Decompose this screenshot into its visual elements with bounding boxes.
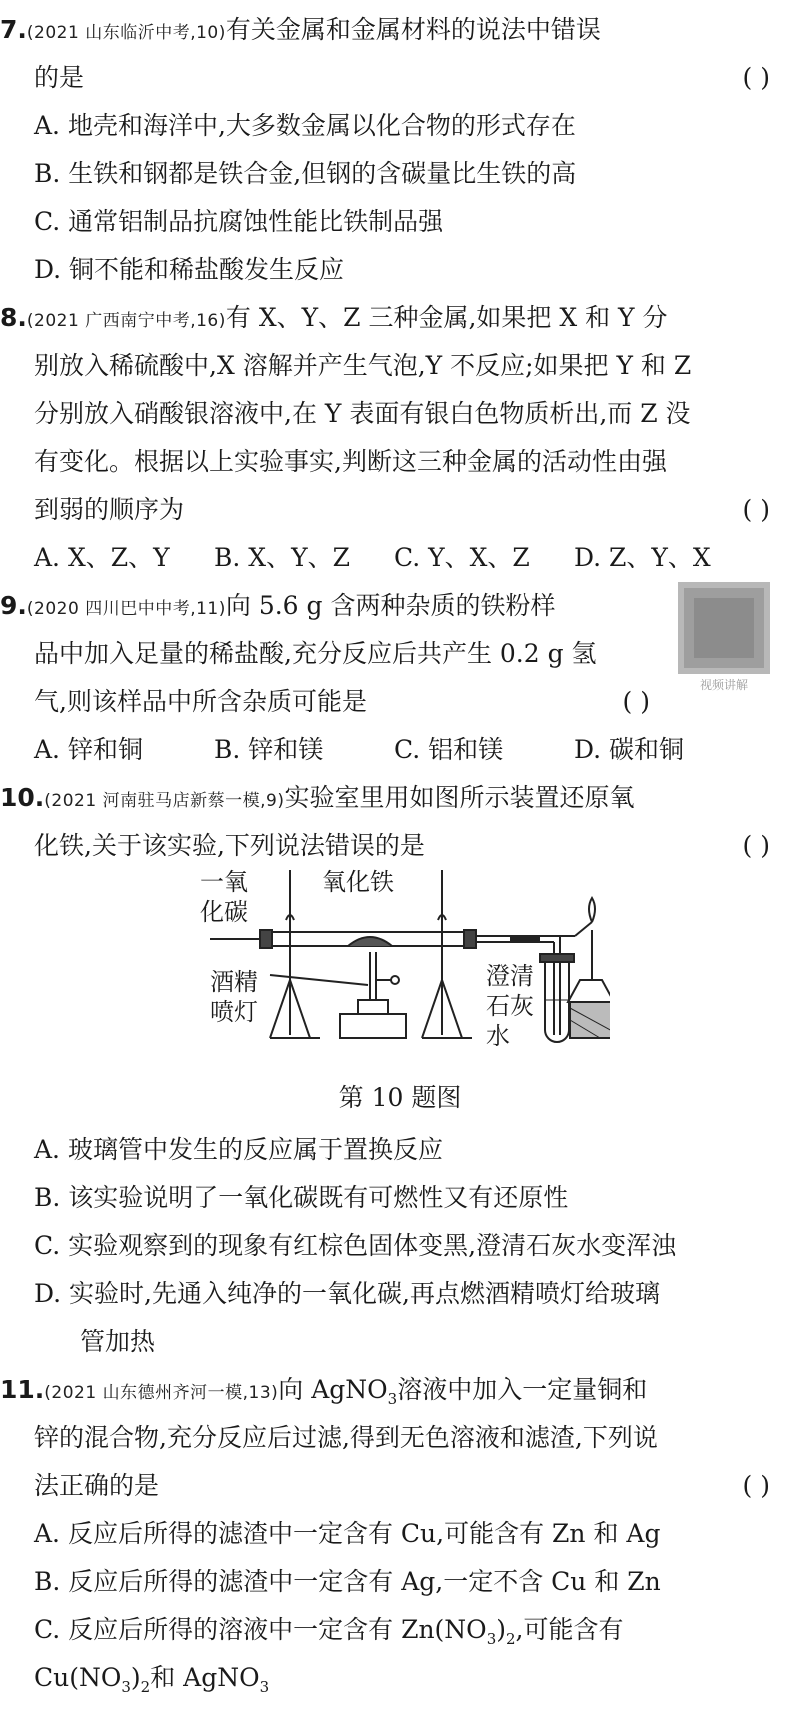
option-c-text: C. 反应后所得的溶液中一定含有 Zn(NO xyxy=(34,1615,487,1644)
option-c: C. 实验观察到的现象有红棕色固体变黑,澄清石灰水变浑浊 xyxy=(34,1231,677,1260)
question-text-line: 别放入稀硫酸中,X 溶解并产生气泡,Y 不反应;如果把 Y 和 Z xyxy=(34,351,692,380)
question-text: 到弱的顺序为 xyxy=(34,495,185,524)
option-c-continued xyxy=(0,1654,800,1702)
question-source: (2021 广西南宁中考,16) xyxy=(26,311,226,331)
question-10-options xyxy=(0,1126,800,1366)
answer-blank: ( ) xyxy=(742,1471,770,1500)
question-text: 气,则该样品中所含杂质可能是 xyxy=(34,687,367,716)
question-text: 化铁,关于该实验,下列说法错误的是 xyxy=(34,831,425,860)
options-row xyxy=(0,726,800,774)
question-text-line: 有变化。根据以上实验事实,判断这三种金属的活动性由强 xyxy=(34,447,667,476)
option-c: C. 铝和镁 xyxy=(394,735,504,764)
question-text-line: 锌的混合物,充分反应后过滤,得到无色溶液和滤渣,下列说 xyxy=(34,1423,658,1452)
question-8-stem-line-5 xyxy=(0,486,800,534)
option-a: A. 玻璃管中发生的反应属于置换反应 xyxy=(34,1135,443,1164)
question-10 xyxy=(0,774,800,870)
question-text-line: 品中加入足量的稀盐酸,充分反应后共产生 0.2 g 氢 xyxy=(34,639,597,668)
option-d-continued: 管加热 xyxy=(80,1327,156,1356)
option-c-text: ) xyxy=(496,1615,506,1644)
option-c-text: ) xyxy=(130,1663,141,1692)
option-b: B. 反应后所得的滤渣中一定含有 Ag,一定不含 Cu 和 Zn xyxy=(34,1567,661,1596)
qr-caption: 视频讲解 xyxy=(699,678,748,692)
question-text: 向 5.6 g 含两种杂质的铁粉样 xyxy=(225,591,556,620)
label-limewater: 澄清 xyxy=(486,962,534,990)
option-b: B. X、Y、Z xyxy=(214,543,350,572)
question-text: 向 AgNO xyxy=(278,1375,388,1404)
option-d: D. 实验时,先通入纯净的一氧化碳,再点燃酒精喷灯给玻璃 xyxy=(34,1279,660,1308)
question-text: 实验室里用如图所示装置还原氧 xyxy=(284,783,635,812)
option-b: B. 锌和镁 xyxy=(214,735,324,764)
question-source: (2021 河南驻马店新蔡一模,9) xyxy=(44,791,285,811)
question-number: 8. xyxy=(0,303,27,332)
label-co: 化碳 xyxy=(200,898,248,926)
option-d: D. 铜不能和稀盐酸发生反应 xyxy=(34,255,345,284)
question-11-stem-line-1 xyxy=(0,1366,800,1414)
video-qr-code[interactable] xyxy=(678,582,770,700)
subscript: 3 xyxy=(121,1678,131,1696)
question-text: 的是 xyxy=(34,63,85,92)
question-number: 9. xyxy=(0,591,27,620)
subscript: 3 xyxy=(486,1630,497,1648)
option-c-text: Cu(NO xyxy=(34,1663,122,1692)
question-7-stem-line-2 xyxy=(0,54,800,102)
options-row xyxy=(0,534,800,582)
question-text: 法正确的是 xyxy=(34,1471,160,1500)
option-b: B. 生铁和钢都是铁合金,但钢的含碳量比生铁的高 xyxy=(34,159,577,188)
question-number: 7. xyxy=(0,15,27,44)
option-a: A. 地壳和海洋中,大多数金属以化合物的形式存在 xyxy=(34,111,576,140)
option-b: B. 该实验说明了一氧化碳既有可燃性又有还原性 xyxy=(34,1183,569,1212)
question-11-stem-line-3 xyxy=(0,1462,800,1510)
answer-blank: ( ) xyxy=(742,831,770,860)
question-8 xyxy=(0,294,800,582)
question-text: 溶液中加入一定量铜和 xyxy=(397,1375,648,1404)
label-spray-lamp: 酒精 xyxy=(210,968,258,996)
question-7-stem-line-1 xyxy=(0,6,800,54)
option-c-text: 和 AgNO xyxy=(150,1663,260,1692)
question-number: 11. xyxy=(0,1375,45,1404)
label-iron-oxide: 氧化铁 xyxy=(322,868,394,896)
subscript: 2 xyxy=(506,1630,516,1648)
question-source: (2021 山东德州齐河一模,13) xyxy=(44,1383,279,1403)
question-source: (2020 四川巴中中考,11) xyxy=(26,599,226,619)
experiment-apparatus-figure xyxy=(200,860,610,1050)
option-d: D. Z、Y、X xyxy=(574,543,711,572)
label-spray-lamp: 喷灯 xyxy=(210,998,258,1026)
subscript: 3 xyxy=(259,1678,270,1696)
question-7 xyxy=(0,6,800,294)
option-c: C. 通常铝制品抗腐蚀性能比铁制品强 xyxy=(34,207,444,236)
subscript: 2 xyxy=(140,1678,151,1696)
question-10-stem-line-1 xyxy=(0,774,800,822)
apparatus-drawing xyxy=(210,860,610,1050)
question-source: (2021 山东临沂中考,10) xyxy=(26,23,226,43)
label-limewater: 水 xyxy=(486,1022,510,1050)
question-text: 有关金属和金属材料的说法中错误 xyxy=(225,15,601,44)
option-d: D. 碳和铜 xyxy=(574,735,685,764)
option-a: A. X、Z、Y xyxy=(34,543,170,572)
answer-blank: ( ) xyxy=(622,687,650,716)
qr-code-image xyxy=(678,582,770,674)
answer-blank: ( ) xyxy=(742,495,770,524)
option-c-text: ,可能含有 xyxy=(515,1615,624,1644)
figure-caption: 第 10 题图 xyxy=(338,1083,462,1112)
option-a: A. 锌和铜 xyxy=(34,735,143,764)
label-limewater: 石灰 xyxy=(486,992,534,1020)
question-11 xyxy=(0,1366,800,1702)
question-text: 有 X、Y、Z 三种金属,如果把 X 和 Y 分 xyxy=(225,303,668,332)
option-c: C. Y、X、Z xyxy=(394,543,530,572)
label-co: 一氧 xyxy=(200,868,248,896)
answer-blank: ( ) xyxy=(742,63,770,92)
option-a: A. 反应后所得的滤渣中一定含有 Cu,可能含有 Zn 和 Ag xyxy=(34,1519,661,1548)
question-8-stem-line-1 xyxy=(0,294,800,342)
question-text-line: 分别放入硝酸银溶液中,在 Y 表面有银白色物质析出,而 Z 没 xyxy=(34,399,691,428)
question-number: 10. xyxy=(0,783,45,812)
option-c xyxy=(0,1606,800,1654)
subscript: 3 xyxy=(387,1390,398,1408)
